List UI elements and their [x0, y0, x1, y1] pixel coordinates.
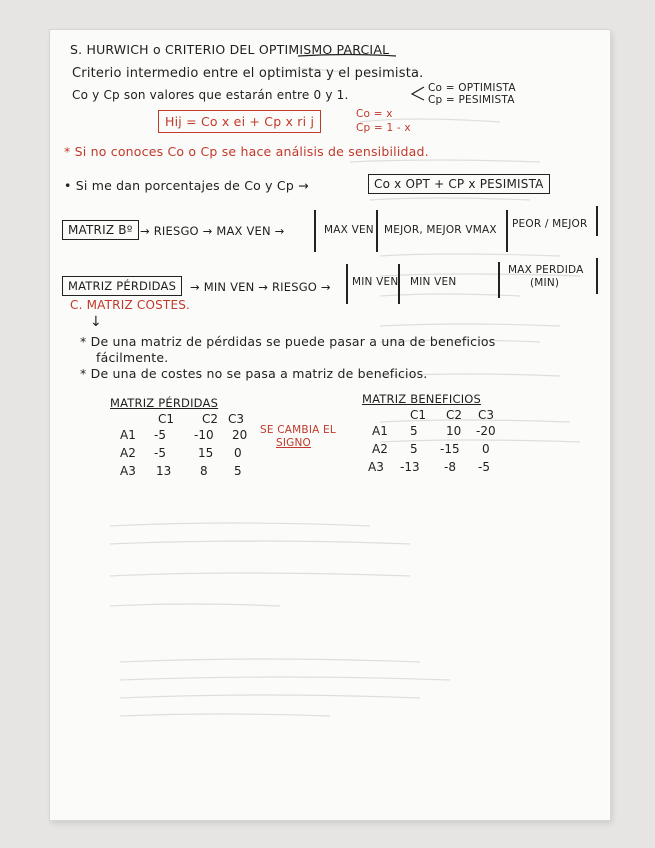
- legend-co: Co = OPTIMISTA: [428, 82, 516, 94]
- beneficios-row-label: A1: [372, 424, 388, 438]
- perdidas-cell: 5: [234, 464, 242, 478]
- costes-heading: C. MATRIZ COSTES.: [70, 298, 191, 312]
- perdidas-title: MATRIZ PÉRDIDAS: [110, 396, 219, 410]
- range-line: Co y Cp son valores que estarán entre 0 y 1.: [72, 88, 349, 102]
- sign-change-note-2: SIGNO: [276, 437, 312, 449]
- beneficios-cell: 5: [410, 424, 418, 438]
- beneficios-cell: -5: [478, 460, 490, 474]
- mb-col-3: PEOR / MEJOR: [512, 218, 588, 230]
- beneficios-cell: 0: [482, 442, 490, 456]
- mp-col-2: MIN VEN: [410, 276, 457, 288]
- mp-divider-2: [398, 264, 400, 304]
- page-title: S. HURWICH o CRITERIO DEL OPTIMISMO PARCIAL: [70, 42, 390, 57]
- note-perdidas-a: * De una matriz de pérdidas se puede pasar a una de beneficios: [80, 334, 496, 349]
- mp-divider-3: [498, 262, 500, 298]
- mb-col-1: MAX VEN: [324, 224, 374, 236]
- mp-divider-1: [346, 264, 348, 304]
- perdidas-cell: -5: [154, 428, 166, 442]
- co-equation: Co = x: [356, 108, 393, 120]
- perdidas-cell: 13: [156, 464, 172, 478]
- sign-change-note-1: SE CAMBIA EL: [260, 424, 336, 436]
- mb-divider-4: [596, 206, 598, 236]
- perdidas-cell: 20: [232, 428, 248, 442]
- matriz-beneficios-box: MATRIZ Bº: [62, 220, 139, 240]
- perdidas-col: C1: [158, 412, 175, 426]
- perdidas-col: C3: [228, 412, 245, 426]
- beneficios-cell: 5: [410, 442, 418, 456]
- beneficios-cell: 10: [446, 424, 462, 438]
- beneficios-row-label: A2: [372, 442, 388, 456]
- perdidas-cell: 0: [234, 446, 242, 460]
- definition-line: Criterio intermedio entre el optimista y el pesimista.: [72, 66, 424, 81]
- perdidas-cell: -10: [194, 428, 214, 442]
- hurwicz-formula: Hij = Co x ei + Cp x ri j: [158, 110, 321, 133]
- perdidas-row-label: A1: [120, 428, 136, 442]
- mp-col-1: MIN VEN: [352, 276, 399, 288]
- mp-col-3b: (MIN): [530, 277, 560, 289]
- beneficios-cell: -15: [440, 442, 460, 456]
- beneficios-col: C2: [446, 408, 463, 422]
- perdidas-cell: 8: [200, 464, 208, 478]
- mb-divider-2: [376, 210, 378, 252]
- note-costes: * De una de costes no se pasa a matriz de beneficios.: [80, 366, 428, 381]
- down-arrow-icon: ↓: [90, 314, 102, 330]
- perdidas-row-label: A3: [120, 464, 136, 478]
- mb-divider-3: [506, 210, 508, 252]
- beneficios-title: MATRIZ BENEFICIOS: [362, 392, 482, 406]
- percentages-line: • Si me dan porcentajes de Co y Cp →: [64, 178, 309, 193]
- sensitivity-note: * Si no conoces Co o Cp se hace análisis de sensibilidad.: [64, 144, 429, 159]
- legend-arrow-icon: [408, 84, 428, 104]
- mb-flow: → RIESGO → MAX VEN →: [140, 224, 285, 238]
- perdidas-cell: 15: [198, 446, 214, 460]
- beneficios-col: C3: [478, 408, 495, 422]
- cp-equation: Cp = 1 - x: [356, 122, 411, 134]
- mb-col-2: MEJOR, MEJOR VMAX: [384, 224, 497, 236]
- mp-flow: → MIN VEN → RIESGO →: [190, 280, 331, 294]
- mb-divider-1: [314, 210, 316, 252]
- note-perdidas-b: fácilmente.: [96, 350, 169, 365]
- perdidas-cell: -5: [154, 446, 166, 460]
- mp-divider-4: [596, 258, 598, 294]
- beneficios-col: C1: [410, 408, 427, 422]
- beneficios-row-label: A3: [368, 460, 384, 474]
- perdidas-col: C2: [202, 412, 219, 426]
- beneficios-cell: -13: [400, 460, 420, 474]
- mp-col-3a: MAX PERDIDA: [508, 264, 584, 276]
- legend-cp: Cp = PESIMISTA: [428, 94, 515, 106]
- matriz-perdidas-box: MATRIZ PÉRDIDAS: [62, 276, 182, 296]
- beneficios-cell: -8: [444, 460, 456, 474]
- percentages-box: Co x OPT + CP x PESIMISTA: [368, 174, 550, 194]
- perdidas-row-label: A2: [120, 446, 136, 460]
- beneficios-cell: -20: [476, 424, 496, 438]
